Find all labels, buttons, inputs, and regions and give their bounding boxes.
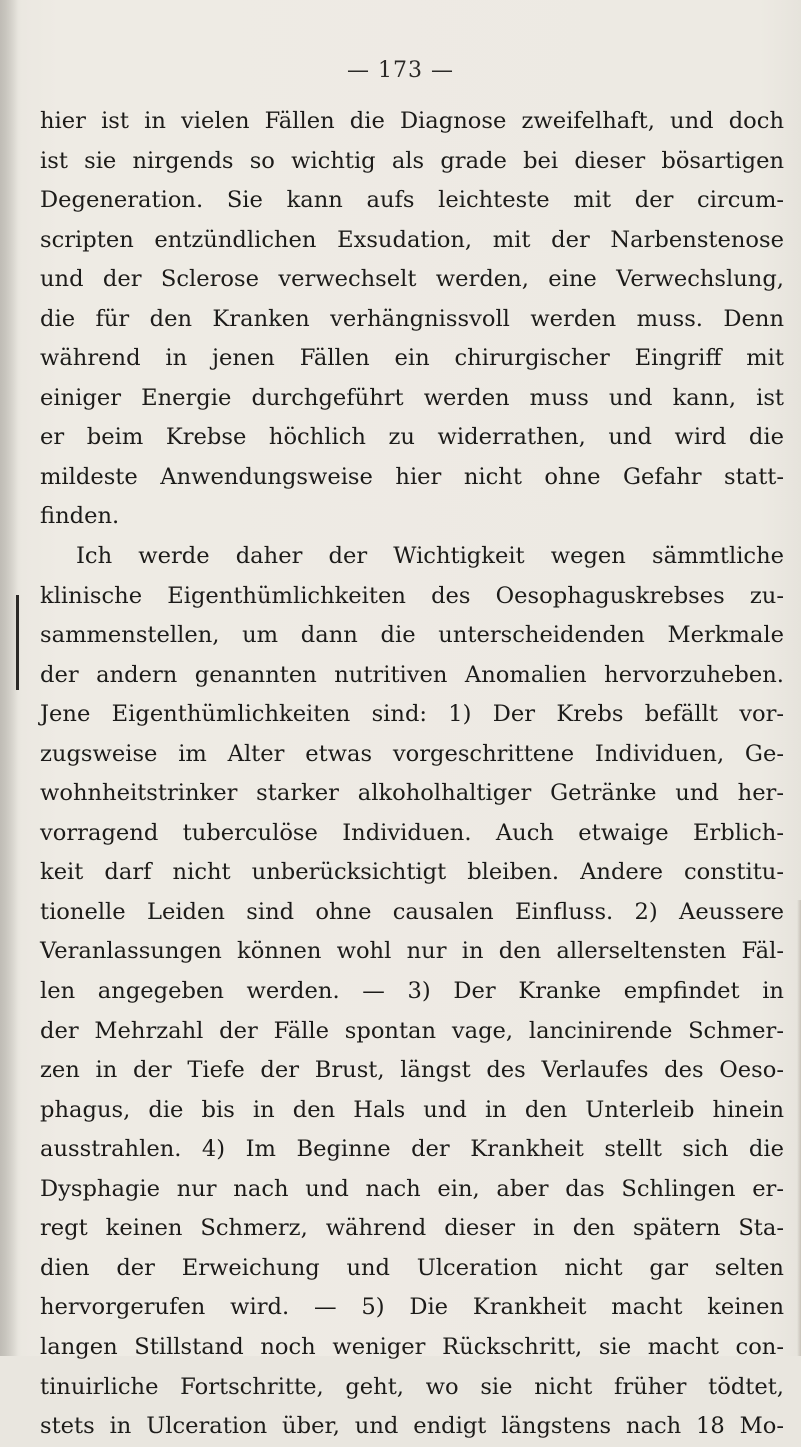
text-line: ist sie nirgends so wichtig als grade bei dieser bösartigen [40, 147, 784, 174]
text-line: stets in Ulceration über, und endigt längstens nach 18 Mo- [40, 1413, 784, 1440]
page-edge [797, 900, 801, 1356]
text-line: und der Sclerose verwechselt werden, eine Verwechslung, [40, 266, 784, 293]
text-line: mildeste Anwendungsweise hier nicht ohne Gefahr statt- [40, 463, 784, 490]
text-line: len angegeben werden. — 3) Der Kranke empfindet in [40, 978, 784, 1005]
text-line: langen Stillstand noch weniger Rückschritt, sie macht con- [40, 1333, 784, 1360]
page-number: — 173 — [347, 58, 454, 83]
text-line: dien der Erweichung und Ulceration nicht gar selten [40, 1254, 784, 1281]
text-line: phagus, die bis in den Hals und in den Unterleib hinein [40, 1096, 784, 1123]
text-line: Dysphagie nur nach und nach ein, aber das Schlingen er- [40, 1175, 784, 1202]
text-line: Veranlassungen können wohl nur in den allerseltensten Fäl- [40, 938, 784, 965]
text-line: Degeneration. Sie kann aufs leichteste mit der circum- [40, 187, 784, 214]
text-line: zen in der Tiefe der Brust, längst des Verlaufes des Oeso- [40, 1057, 784, 1084]
text-line: Ich werde daher der Wichtigkeit wegen sämmtliche [76, 543, 784, 570]
text-line: ausstrahlen. 4) Im Beginne der Krankheit stellt sich die [40, 1136, 784, 1163]
text-line: wohnheitstrinker starker alkoholhaltiger Getränke und her- [40, 780, 784, 807]
body-text [40, 102, 784, 1447]
text-line: der andern genannten nutritiven Anomalien hervorzuheben. [40, 661, 784, 688]
text-line: sammenstellen, um dann die unterscheidenden Merkmale [40, 622, 784, 649]
text-line: er beim Krebse höchlich zu widerrathen, und wird die [40, 424, 784, 451]
text-line: einiger Energie durchgeführt werden muss und kann, ist [40, 384, 784, 411]
text-line: der Mehrzahl der Fälle spontan vage, lancinirende Schmer- [40, 1017, 784, 1044]
text-line: tinuirliche Fortschritte, geht, wo sie nicht früher tödtet, [40, 1373, 784, 1400]
text-line: hervorgerufen wird. — 5) Die Krankheit macht keinen [40, 1294, 784, 1321]
text-line: vorragend tuberculöse Individuen. Auch etwaige Erblich- [40, 819, 784, 846]
text-line: regt keinen Schmerz, während dieser in den spätern Sta- [40, 1215, 784, 1242]
text-line: finden. [40, 503, 120, 530]
text-line: tionelle Leiden sind ohne causalen Einfluss. 2) Aeussere [40, 898, 784, 925]
text-line: scripten entzündlichen Exsudation, mit der Narbenstenose [40, 226, 784, 253]
text-line: Jene Eigenthümlichkeiten sind: 1) Der Krebs befällt vor- [40, 701, 784, 728]
text-line: hier ist in vielen Fällen die Diagnose zweifelhaft, und doch [40, 108, 784, 134]
text-line: die für den Kranken verhängnissvoll werden muss. Denn [40, 305, 784, 332]
text-line: klinische Eigenthümlichkeiten des Oesophaguskrebses zu- [40, 582, 784, 609]
text-line: während in jenen Fällen ein chirurgischer Eingriff mit [40, 345, 784, 372]
margin-mark [16, 595, 19, 690]
text-line: zugsweise im Alter etwas vorgeschrittene Individuen, Ge- [40, 740, 784, 767]
text-line: keit darf nicht unberücksichtigt bleiben. Andere constitu- [40, 859, 784, 886]
